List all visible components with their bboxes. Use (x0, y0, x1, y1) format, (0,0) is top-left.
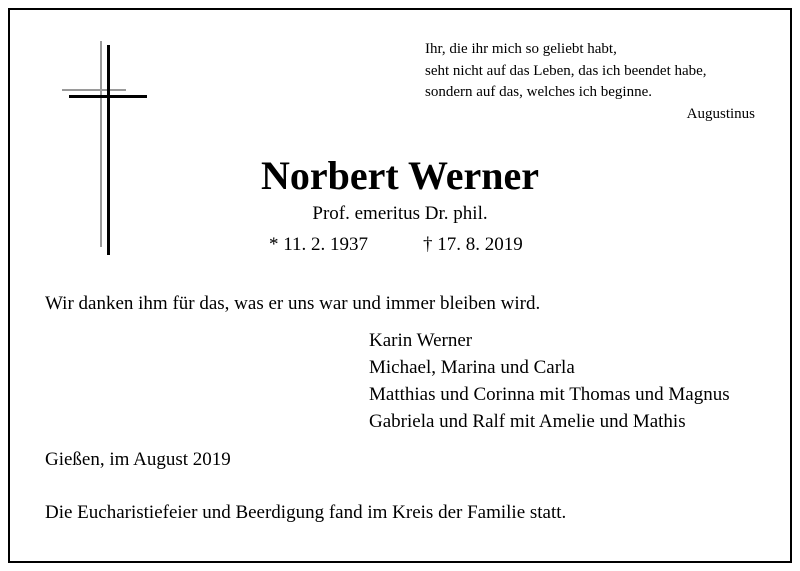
motto-line: seht nicht auf das Leben, das ich beendet habe, (425, 62, 707, 79)
place-date: Gießen, im August 2019 (45, 449, 231, 470)
mourner-entry: Karin Werner (369, 330, 473, 351)
thanks-text: Wir danken ihm für das, was er uns war und immer bleiben wird. (45, 293, 541, 314)
mourner-entry: Michael, Marina und Carla (369, 357, 575, 378)
motto-line: sondern auf das, welches ich beginne. (425, 84, 653, 100)
cross-horizontal-bar (69, 95, 147, 98)
mourner-entry: Gabriela und Ralf mit Amelie und Mathis (369, 411, 686, 432)
cross-icon (60, 38, 155, 260)
deceased-title: Prof. emeritus Dr. phil. (312, 203, 488, 224)
mourner-entry: Matthias und Corinna mit Thomas und Magnus (369, 384, 730, 405)
motto-line: Ihr, die ihr mich so geliebt habt, (425, 41, 617, 57)
death-date: † 17. 8. 2019 (423, 234, 523, 255)
motto-quote (425, 39, 755, 125)
deceased-name: Norbert Werner (260, 153, 540, 198)
motto-author: Augustinus (686, 105, 755, 122)
mourners-list (369, 327, 730, 435)
cross-shadow-horizontal (62, 89, 126, 91)
funeral-notice: Die Eucharistiefeier und Beerdigung fand im Kreis der Familie statt. (45, 502, 567, 523)
birth-date: * 11. 2. 1937 (269, 234, 369, 255)
